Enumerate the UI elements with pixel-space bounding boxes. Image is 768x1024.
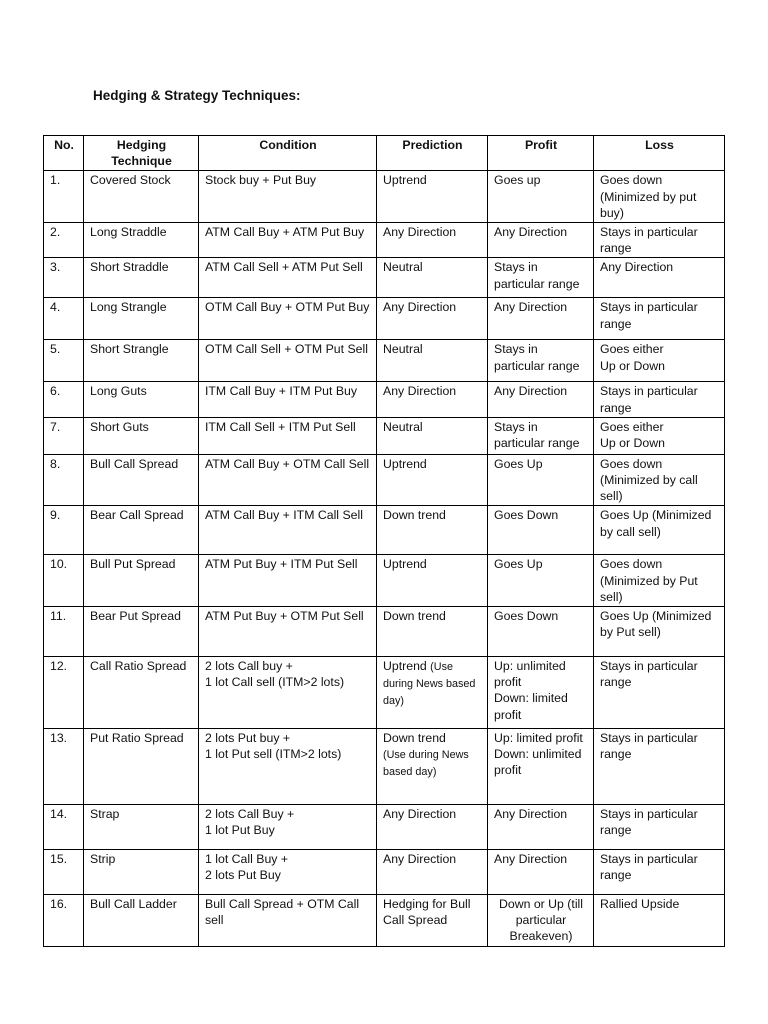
technique-cell: Short Straddle [84,258,199,298]
header-no: No. [44,136,84,171]
condition-cell: ATM Call Buy + OTM Call Sell [199,454,377,506]
profit-cell: Down or Up (till particular Breakeven) [488,895,594,947]
prediction-note: (Use during News based day) [383,749,469,779]
technique-cell: Bear Call Spread [84,506,199,555]
table-row [44,223,725,258]
profit-cell: Goes Up [488,454,594,506]
profit-cell: Goes Down [488,506,594,555]
row-number: 10. [44,555,84,607]
loss-cell: Stays in particular range [594,657,725,729]
prediction-cell: Hedging for Bull Call Spread [377,895,488,947]
prediction-text: Uptrend [383,659,427,674]
row-number: 12. [44,657,84,729]
prediction-cell: Any Direction [377,850,488,895]
table-header-row [44,136,725,171]
table-row [44,850,725,895]
condition-line: 1 lot Call Buy + [205,852,289,867]
condition-line: 2 lots Call buy + [205,659,293,674]
header-prediction: Prediction [377,136,488,171]
table-row [44,298,725,340]
technique-cell: Short Guts [84,417,199,454]
row-number: 9. [44,506,84,555]
prediction-cell: Any Direction [377,223,488,258]
profit-cell: Goes up [488,171,594,223]
condition-line: 2 lots Put Buy [205,868,281,883]
profit-cell: Goes Down [488,607,594,657]
prediction-cell: Down trend [377,607,488,657]
row-number: 2. [44,223,84,258]
prediction-cell: Any Direction [377,805,488,850]
table-row [44,340,725,382]
table-row [44,258,725,298]
profit-line: Down: limited profit [494,691,568,722]
prediction-cell: Neutral [377,340,488,382]
profit-line: Up: unlimited profit [494,659,566,690]
table-row [44,454,725,506]
page-title: Hedging & Strategy Techniques: [93,88,301,103]
condition-cell [199,805,377,850]
condition-line: 1 lot Put sell (ITM>2 lots) [205,747,342,762]
loss-cell: Goes down (Minimized by put buy) [594,171,725,223]
loss-line: Up or Down [600,436,665,451]
row-number: 16. [44,895,84,947]
loss-cell: Goes down (Minimized by call sell) [594,454,725,506]
technique-cell: Bull Call Ladder [84,895,199,947]
prediction-text: Down trend [383,731,446,746]
loss-cell: Stays in particular range [594,223,725,258]
loss-cell: Rallied Upside [594,895,725,947]
header-loss: Loss [594,136,725,171]
header-condition: Condition [199,136,377,171]
table-row [44,417,725,454]
row-number: 7. [44,417,84,454]
prediction-cell [377,729,488,805]
loss-cell: Stays in particular range [594,729,725,805]
technique-cell: Strip [84,850,199,895]
prediction-cell: Neutral [377,417,488,454]
loss-cell [594,417,725,454]
row-number: 5. [44,340,84,382]
table-row [44,729,725,805]
row-number: 1. [44,171,84,223]
condition-cell: ATM Put Buy + ITM Put Sell [199,555,377,607]
row-number: 6. [44,382,84,417]
profit-cell: Any Direction [488,382,594,417]
loss-cell: Goes Up (Minimized by call sell) [594,506,725,555]
loss-line: Up or Down [600,358,665,373]
row-number: 8. [44,454,84,506]
row-number: 4. [44,298,84,340]
technique-cell: Covered Stock [84,171,199,223]
loss-cell: Stays in particular range [594,382,725,417]
profit-cell: Stays in particular range [488,417,594,454]
table-row [44,607,725,657]
profit-cell: Stays in particular range [488,340,594,382]
row-number: 11. [44,607,84,657]
condition-line: 2 lots Call Buy + [205,807,295,822]
condition-cell: ATM Call Sell + ATM Put Sell [199,258,377,298]
technique-cell: Bull Put Spread [84,555,199,607]
prediction-cell: Neutral [377,258,488,298]
profit-cell: Stays in particular range [488,258,594,298]
condition-cell: ATM Call Buy + ITM Call Sell [199,506,377,555]
table-row [44,555,725,607]
loss-cell: Stays in particular range [594,805,725,850]
header-profit: Profit [488,136,594,171]
prediction-cell: Down trend [377,506,488,555]
condition-cell: Bull Call Spread + OTM Call sell [199,895,377,947]
condition-cell [199,729,377,805]
row-number: 13. [44,729,84,805]
profit-cell: Any Direction [488,298,594,340]
loss-cell: Any Direction [594,258,725,298]
loss-line: Goes either [600,342,664,357]
loss-cell: Goes Up (Minimized by Put sell) [594,607,725,657]
profit-cell [488,729,594,805]
condition-cell: OTM Call Sell + OTM Put Sell [199,340,377,382]
row-number: 15. [44,850,84,895]
header-hedging-technique [84,136,199,171]
prediction-cell: Any Direction [377,298,488,340]
header-technique-label: Hedging Technique [111,138,172,169]
table-row [44,171,725,223]
technique-cell: Put Ratio Spread [84,729,199,805]
loss-cell: Stays in particular range [594,298,725,340]
condition-cell [199,850,377,895]
condition-line: 1 lot Call sell (ITM>2 lots) [205,675,345,690]
table-row [44,506,725,555]
condition-cell: OTM Call Buy + OTM Put Buy [199,298,377,340]
condition-cell [199,657,377,729]
hedging-strategy-table [43,135,725,947]
technique-cell: Bull Call Spread [84,454,199,506]
profit-cell: Any Direction [488,805,594,850]
loss-cell [594,340,725,382]
condition-cell: Stock buy + Put Buy [199,171,377,223]
condition-cell: ATM Put Buy + OTM Put Sell [199,607,377,657]
technique-cell: Long Strangle [84,298,199,340]
profit-line: Up: limited profit [494,731,583,746]
profit-cell: Any Direction [488,223,594,258]
prediction-cell: Uptrend [377,555,488,607]
condition-cell: ITM Call Buy + ITM Put Buy [199,382,377,417]
condition-cell: ITM Call Sell + ITM Put Sell [199,417,377,454]
technique-cell: Short Strangle [84,340,199,382]
prediction-cell [377,657,488,729]
loss-line: Goes either [600,419,664,434]
profit-cell: Goes Up [488,555,594,607]
technique-cell: Call Ratio Spread [84,657,199,729]
prediction-note: (Use during News based day) [383,661,476,708]
loss-cell: Stays in particular range [594,850,725,895]
condition-cell: ATM Call Buy + ATM Put Buy [199,223,377,258]
row-number: 14. [44,805,84,850]
loss-cell: Goes down (Minimized by Put sell) [594,555,725,607]
condition-line: 1 lot Put Buy [205,823,275,838]
table-row [44,382,725,417]
condition-line: 2 lots Put buy + [205,731,291,746]
prediction-cell: Any Direction [377,382,488,417]
technique-cell: Long Straddle [84,223,199,258]
prediction-cell: Uptrend [377,454,488,506]
technique-cell: Bear Put Spread [84,607,199,657]
profit-cell: Any Direction [488,850,594,895]
table-row [44,657,725,729]
row-number: 3. [44,258,84,298]
table-row [44,805,725,850]
technique-cell: Strap [84,805,199,850]
profit-line: Down: unlimited profit [494,747,582,778]
profit-cell [488,657,594,729]
technique-cell: Long Guts [84,382,199,417]
prediction-cell: Uptrend [377,171,488,223]
table-row [44,895,725,947]
